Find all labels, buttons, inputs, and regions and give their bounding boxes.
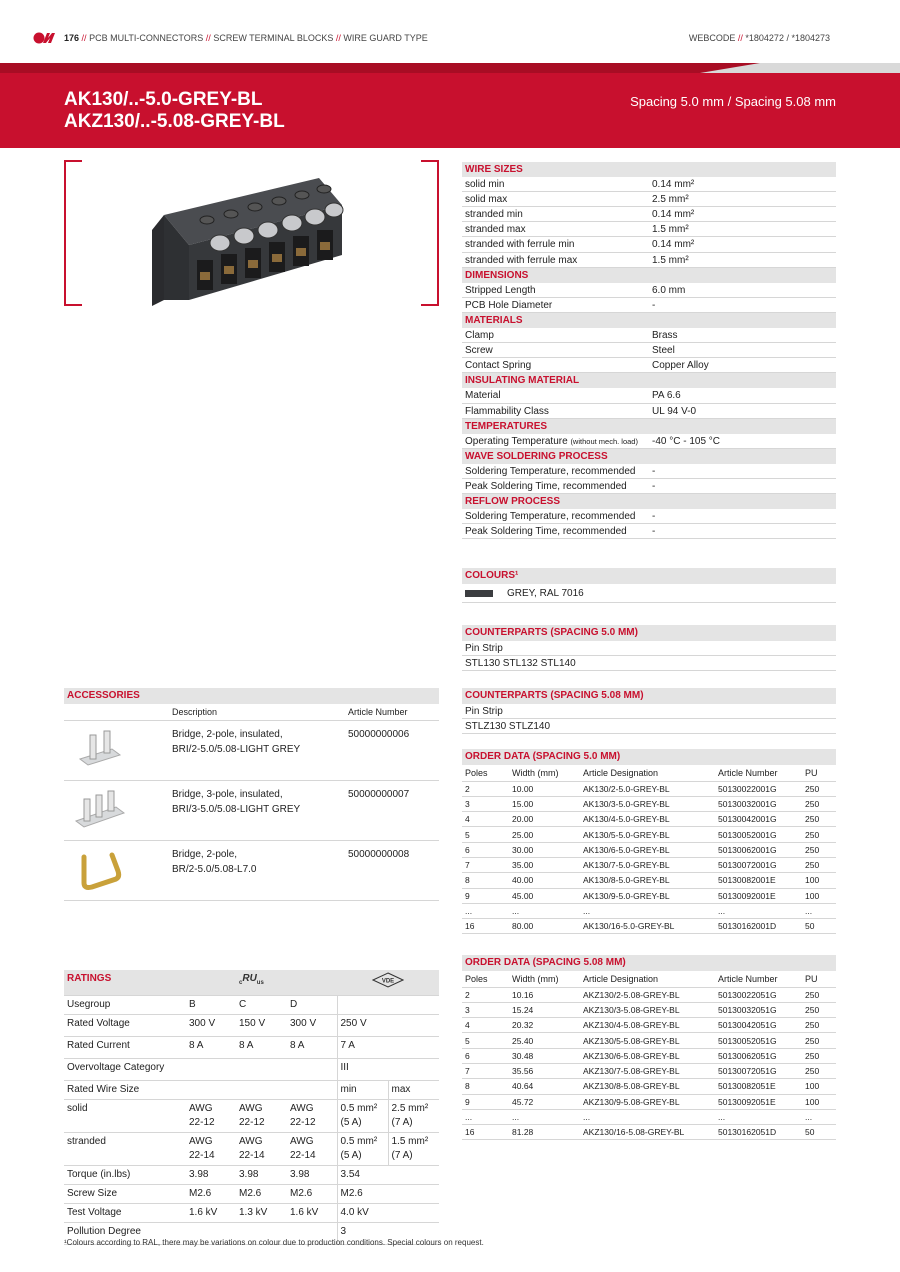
table-row: ... ... ... ... ... <box>462 1109 836 1124</box>
section-materials: MATERIALS <box>462 313 836 328</box>
spec-row: Operating Temperature (without mech. load) -40 °C - 105 °C <box>462 434 836 449</box>
table-row: 7 35.56 AKZ130/7-5.08-GREY-BL 50130072051G 250 <box>462 1063 836 1078</box>
section-reflow: REFLOW PROCESS <box>462 494 836 509</box>
ratings-row: Pollution Degree 3 <box>64 1223 439 1245</box>
bridge-2-pole-brass-icon <box>72 849 128 893</box>
table-row: 9 45.72 AKZ130/9-5.08-GREY-BL 50130092051E 100 <box>462 1094 836 1109</box>
spec-row: stranded max 1.5 mm² <box>462 222 836 237</box>
table-row: 6 30.48 AKZ130/6-5.08-GREY-BL 50130062051G 250 <box>462 1048 836 1063</box>
webcode: WEBCODE // *1804272 / *1804273 <box>688 33 830 43</box>
table-row: 3 15.00 AK130/3-5.0-GREY-BL 50130032001G 250 <box>462 796 836 811</box>
breadcrumb-item: SCREW TERMINAL BLOCKS <box>213 33 334 43</box>
table-row: 16 80.00 AK130/16-5.0-GREY-BL 50130162001D 50 <box>462 919 836 934</box>
specifications-table <box>462 162 836 539</box>
spec-row: Soldering Temperature, recommended - <box>462 509 836 524</box>
order-table-508 <box>462 971 836 1140</box>
title-banner <box>0 63 900 148</box>
counterparts-50-title: COUNTERPARTS (SPACING 5.0 MM) <box>462 625 836 641</box>
counterpart-items: STL130 STL132 STL140 <box>462 656 836 671</box>
ratings-row: Overvoltage Category III <box>64 1059 439 1081</box>
counterparts-50-section <box>462 625 836 671</box>
spec-row: stranded min 0.14 mm² <box>462 207 836 222</box>
ratings-row: Test Voltage 1.6 kV 1.3 kV 1.6 kV 4.0 kV <box>64 1204 439 1223</box>
ratings-row: Usegroup B C D <box>64 996 439 1015</box>
spec-row: Stripped Length 6.0 mm <box>462 283 836 298</box>
ratings-row: solid AWG 22-12 AWG 22-12 AWG 22-12 0.5 mm² (5 A) 2.5 mm² (7 A) <box>64 1100 439 1133</box>
counterpart-type: Pin Strip <box>462 704 836 719</box>
section-temperatures: TEMPERATURES <box>462 419 836 434</box>
vde-mark-icon <box>372 972 404 988</box>
spec-row: solid max 2.5 mm² <box>462 192 836 207</box>
spec-row: Peak Soldering Time, recommended - <box>462 479 836 494</box>
ratings-header: RATINGS $_cRU_{us}$ VDE <box>64 970 439 996</box>
spec-row: Clamp Brass <box>462 328 836 343</box>
ratings-row: Rated Voltage 300 V 150 V 300 V 250 V <box>64 1015 439 1037</box>
svg-text:VDE: VDE <box>381 978 395 985</box>
table-row: 3 15.24 AKZ130/3-5.08-GREY-BL 50130032051G 250 <box>462 1002 836 1017</box>
colours-section <box>462 568 836 603</box>
accessory-item: Bridge, 2-pole, insulated, BRI/2-5.0/5.08-LIGHT GREY 50000000006 <box>64 721 439 781</box>
table-row: ... ... ... ... ... <box>462 903 836 918</box>
ratings-row: Rated Wire Size min max <box>64 1081 439 1100</box>
colour-value: GREY, RAL 7016 <box>507 588 584 599</box>
ratings-row: Rated Current 8 A 8 A 8 A 7 A <box>64 1037 439 1059</box>
section-wave-soldering: WAVE SOLDERING PROCESS <box>462 449 836 464</box>
counterpart-items: STLZ130 STLZ140 <box>462 719 836 734</box>
table-row: 7 35.00 AK130/7-5.0-GREY-BL 50130072001G 250 <box>462 857 836 872</box>
accessories-title: ACCESSORIES <box>64 688 439 704</box>
spec-row: PCB Hole Diameter - <box>462 298 836 313</box>
page-header <box>0 0 900 62</box>
order-data-50 <box>462 749 836 934</box>
order-data-508-title: ORDER DATA (SPACING 5.08 MM) <box>462 955 836 971</box>
colour-swatch <box>465 590 493 597</box>
ratings-table <box>64 970 439 1245</box>
spacing-label: Spacing 5.0 mm / Spacing 5.08 mm <box>630 94 836 109</box>
table-row: 5 25.00 AK130/5-5.0-GREY-BL 50130052001G 250 <box>462 827 836 842</box>
accessory-article-number: 50000000006 <box>348 729 410 740</box>
ul-listed-icon: $_cRU_{us}$ <box>236 970 287 996</box>
spec-row: Peak Soldering Time, recommended - <box>462 524 836 539</box>
terminal-block-image <box>64 160 439 306</box>
company-logo-icon <box>33 32 57 44</box>
table-row: 8 40.64 AKZ130/8-5.08-GREY-BL 50130082051E 100 <box>462 1079 836 1094</box>
spec-row: Screw Steel <box>462 343 836 358</box>
ratings-row: stranded AWG 22-14 AWG 22-14 AWG 22-14 0.5 mm² (5 A) 1.5 mm² (7 A) <box>64 1133 439 1166</box>
ratings-section <box>64 970 439 1245</box>
breadcrumb-item: PCB MULTI-CONNECTORS <box>89 33 204 43</box>
table-row: 4 20.00 AK130/4-5.0-GREY-BL 50130042001G 250 <box>462 812 836 827</box>
table-header: Poles Width (mm) Article Designation Article Number PU <box>462 765 836 781</box>
page-number: 176 <box>64 33 80 43</box>
accessory-article-number: 50000000008 <box>348 849 410 860</box>
section-wire-sizes: WIRE SIZES <box>462 162 836 177</box>
table-row: 4 20.32 AKZ130/4-5.08-GREY-BL 50130042051G 250 <box>462 1018 836 1033</box>
table-row: 6 30.00 AK130/6-5.0-GREY-BL 50130062001G 250 <box>462 842 836 857</box>
spec-row: stranded with ferrule min 0.14 mm² <box>462 237 836 252</box>
spec-row: solid min 0.14 mm² <box>462 177 836 192</box>
spec-row: Contact Spring Copper Alloy <box>462 358 836 373</box>
breadcrumb-item: WIRE GUARD TYPE <box>343 33 428 43</box>
order-data-50-title: ORDER DATA (SPACING 5.0 MM) <box>462 749 836 765</box>
counterparts-508-section <box>462 688 836 734</box>
table-row: 16 81.28 AKZ130/16-5.08-GREY-BL 50130162051D 50 <box>462 1125 836 1140</box>
order-table-50 <box>462 765 836 934</box>
counterparts-508-title: COUNTERPARTS (SPACING 5.08 MM) <box>462 688 836 704</box>
table-row: 9 45.00 AK130/9-5.0-GREY-BL 50130092001E 100 <box>462 888 836 903</box>
spec-row: Material PA 6.6 <box>462 388 836 403</box>
spec-row: Soldering Temperature, recommended - <box>462 464 836 479</box>
spec-row: stranded with ferrule max 1.5 mm² <box>462 253 836 268</box>
section-insulating-material: INSULATING MATERIAL <box>462 373 836 388</box>
ratings-row: Torque (in.lbs) 3.98 3.98 3.98 3.54 <box>64 1166 439 1185</box>
table-row: 8 40.00 AK130/8-5.0-GREY-BL 50130082001E 100 <box>462 873 836 888</box>
table-header: Poles Width (mm) Article Designation Article Number PU <box>462 971 836 987</box>
footnote: ¹Colours according to RAL, there may be variations on colour due to production conditions. Special colours on request. <box>64 1238 484 1247</box>
table-row: 2 10.16 AKZ130/2-5.08-GREY-BL 50130022051G 250 <box>462 987 836 1002</box>
product-image-frame <box>64 160 439 306</box>
breadcrumb: 176 // PCB MULTI-CONNECTORS // SCREW TERMINAL BLOCKS // WIRE GUARD TYPE <box>64 33 428 43</box>
accessories-header: Description Article Number <box>64 704 439 721</box>
product-title-1: AK130/..-5.0-GREY-BL <box>64 89 263 110</box>
ratings-row: Screw Size M2.6 M2.6 M2.6 M2.6 <box>64 1185 439 1204</box>
accessory-article-number: 50000000007 <box>348 789 410 800</box>
bridge-2-pole-insulated-icon <box>72 729 128 773</box>
section-dimensions: DIMENSIONS <box>462 268 836 283</box>
colours-title: COLOURS¹ <box>462 568 836 584</box>
accessories-section <box>64 688 439 901</box>
product-title-2: AKZ130/..-5.08-GREY-BL <box>64 111 285 132</box>
table-row: 2 10.00 AK130/2-5.0-GREY-BL 50130022001G 250 <box>462 781 836 796</box>
accessory-item: Bridge, 2-pole, BR/2-5.0/5.08-L7.0 50000000008 <box>64 841 439 901</box>
order-data-508 <box>462 955 836 1140</box>
bridge-3-pole-insulated-icon <box>72 789 128 833</box>
table-row: 5 25.40 AKZ130/5-5.08-GREY-BL 50130052051G 250 <box>462 1033 836 1048</box>
counterpart-type: Pin Strip <box>462 641 836 656</box>
spec-row: Flammability Class UL 94 V-0 <box>462 404 836 419</box>
accessory-item: Bridge, 3-pole, insulated, BRI/3-5.0/5.08-LIGHT GREY 50000000007 <box>64 781 439 841</box>
